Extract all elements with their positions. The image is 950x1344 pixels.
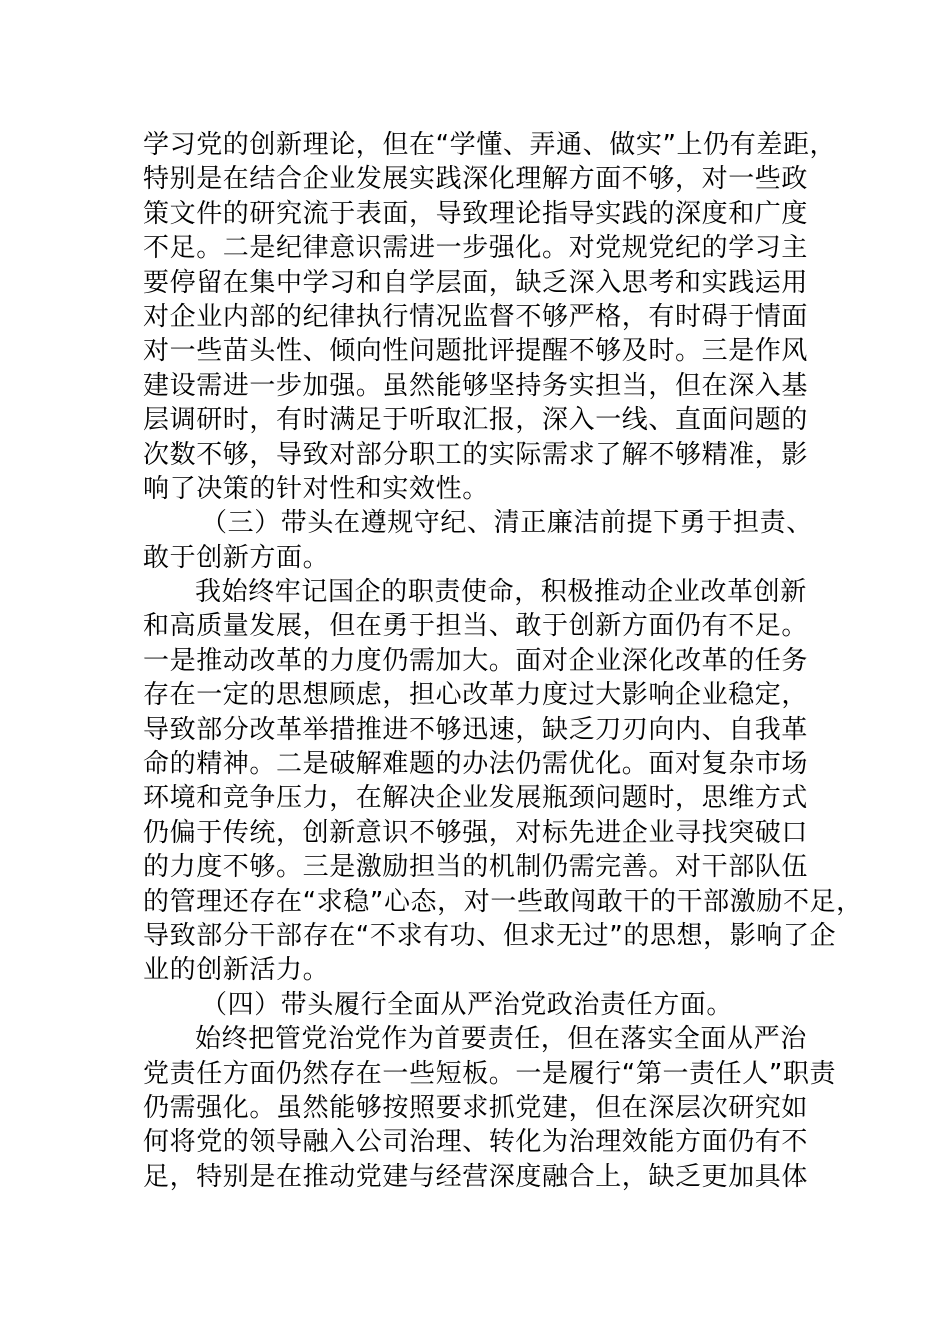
text-line: 仍需强化。虽然能够按照要求抓党建，但在深层次研究如 bbox=[143, 1092, 809, 1123]
text-line: 仍偏于传统，创新意识不够强，对标先进企业寻找突破口 bbox=[143, 817, 809, 848]
text-line: 特别是在结合企业发展实践深化理解方面不够，对一些政 bbox=[143, 164, 809, 195]
paragraph-start: 我始终牢记国企的职责使命，积极推动企业改革创新 bbox=[195, 577, 807, 608]
section-heading-3-cont: 敢于创新方面。 bbox=[143, 542, 330, 573]
section-heading-3: （三）带头在遵规守纪、清正廉洁前提下勇于担责、 bbox=[201, 508, 813, 539]
text-line: 命的精神。二是破解难题的办法仍需优化。面对复杂市场 bbox=[143, 749, 809, 780]
text-line: 和高质量发展，但在勇于担当、敢于创新方面仍有不足。 bbox=[143, 611, 809, 642]
text-line: 层调研时，有时满足于听取汇报，深入一线、直面问题的 bbox=[143, 405, 809, 436]
body-text bbox=[143, 128, 863, 1194]
text-line: 的管理还存在“求稳”心态，对一些敢闯敢干的干部激励不足， bbox=[143, 886, 863, 917]
text-line: 对企业内部的纪律执行情况监督不够严格，有时碍于情面 bbox=[143, 301, 809, 332]
text-line: 策文件的研究流于表面，导致理论指导实践的深度和广度 bbox=[143, 198, 809, 229]
text-line: 一是推动改革的力度仍需加大。面对企业深化改革的任务 bbox=[143, 645, 809, 676]
text-line: 环境和竞争压力，在解决企业发展瓶颈问题时，思维方式 bbox=[143, 783, 809, 814]
text-line: 党责任方面仍然存在一些短板。一是履行“第一责任人”职责 bbox=[143, 1058, 837, 1089]
text-line: 不足。二是纪律意识需进一步强化。对党规党纪的学习主 bbox=[143, 233, 809, 264]
section-heading-4: （四）带头履行全面从严治党政治责任方面。 bbox=[201, 989, 734, 1020]
text-line: 学习党的创新理论，但在“学懂、弄通、做实”上仍有差距， bbox=[143, 130, 837, 160]
text-line: 的力度不够。三是激励担当的机制仍需完善。对干部队伍 bbox=[143, 852, 809, 883]
text-line: 存在一定的思想顾虑，担心改革力度过大影响企业稳定， bbox=[143, 680, 809, 711]
text-line: 次数不够，导致对部分职工的实际需求了解不够精准，影 bbox=[143, 439, 809, 470]
text-line: 业的创新活力。 bbox=[143, 955, 330, 986]
text-line: 建设需进一步加强。虽然能够坚持务实担当，但在深入基 bbox=[143, 370, 809, 401]
text-line: 响了决策的针对性和实效性。 bbox=[143, 473, 489, 504]
paragraph-start: 始终把管党治党作为首要责任，但在落实全面从严治 bbox=[195, 1024, 807, 1055]
text-line: 何将党的领导融入公司治理、转化为治理效能方面仍有不 bbox=[143, 1127, 809, 1158]
text-line: 导致部分干部存在“不求有功、但求无过”的思想，影响了企 bbox=[143, 920, 837, 951]
text-line: 要停留在集中学习和自学层面，缺乏深入思考和实践运用 bbox=[143, 267, 809, 298]
text-line: 足，特别是在推动党建与经营深度融合上，缺乏更加具体 bbox=[143, 1161, 809, 1192]
text-line: 对一些苗头性、倾向性问题批评提醒不够及时。三是作风 bbox=[143, 336, 809, 367]
text-line: 导致部分改革举措推进不够迅速，缺乏刀刃向内、自我革 bbox=[143, 714, 809, 745]
